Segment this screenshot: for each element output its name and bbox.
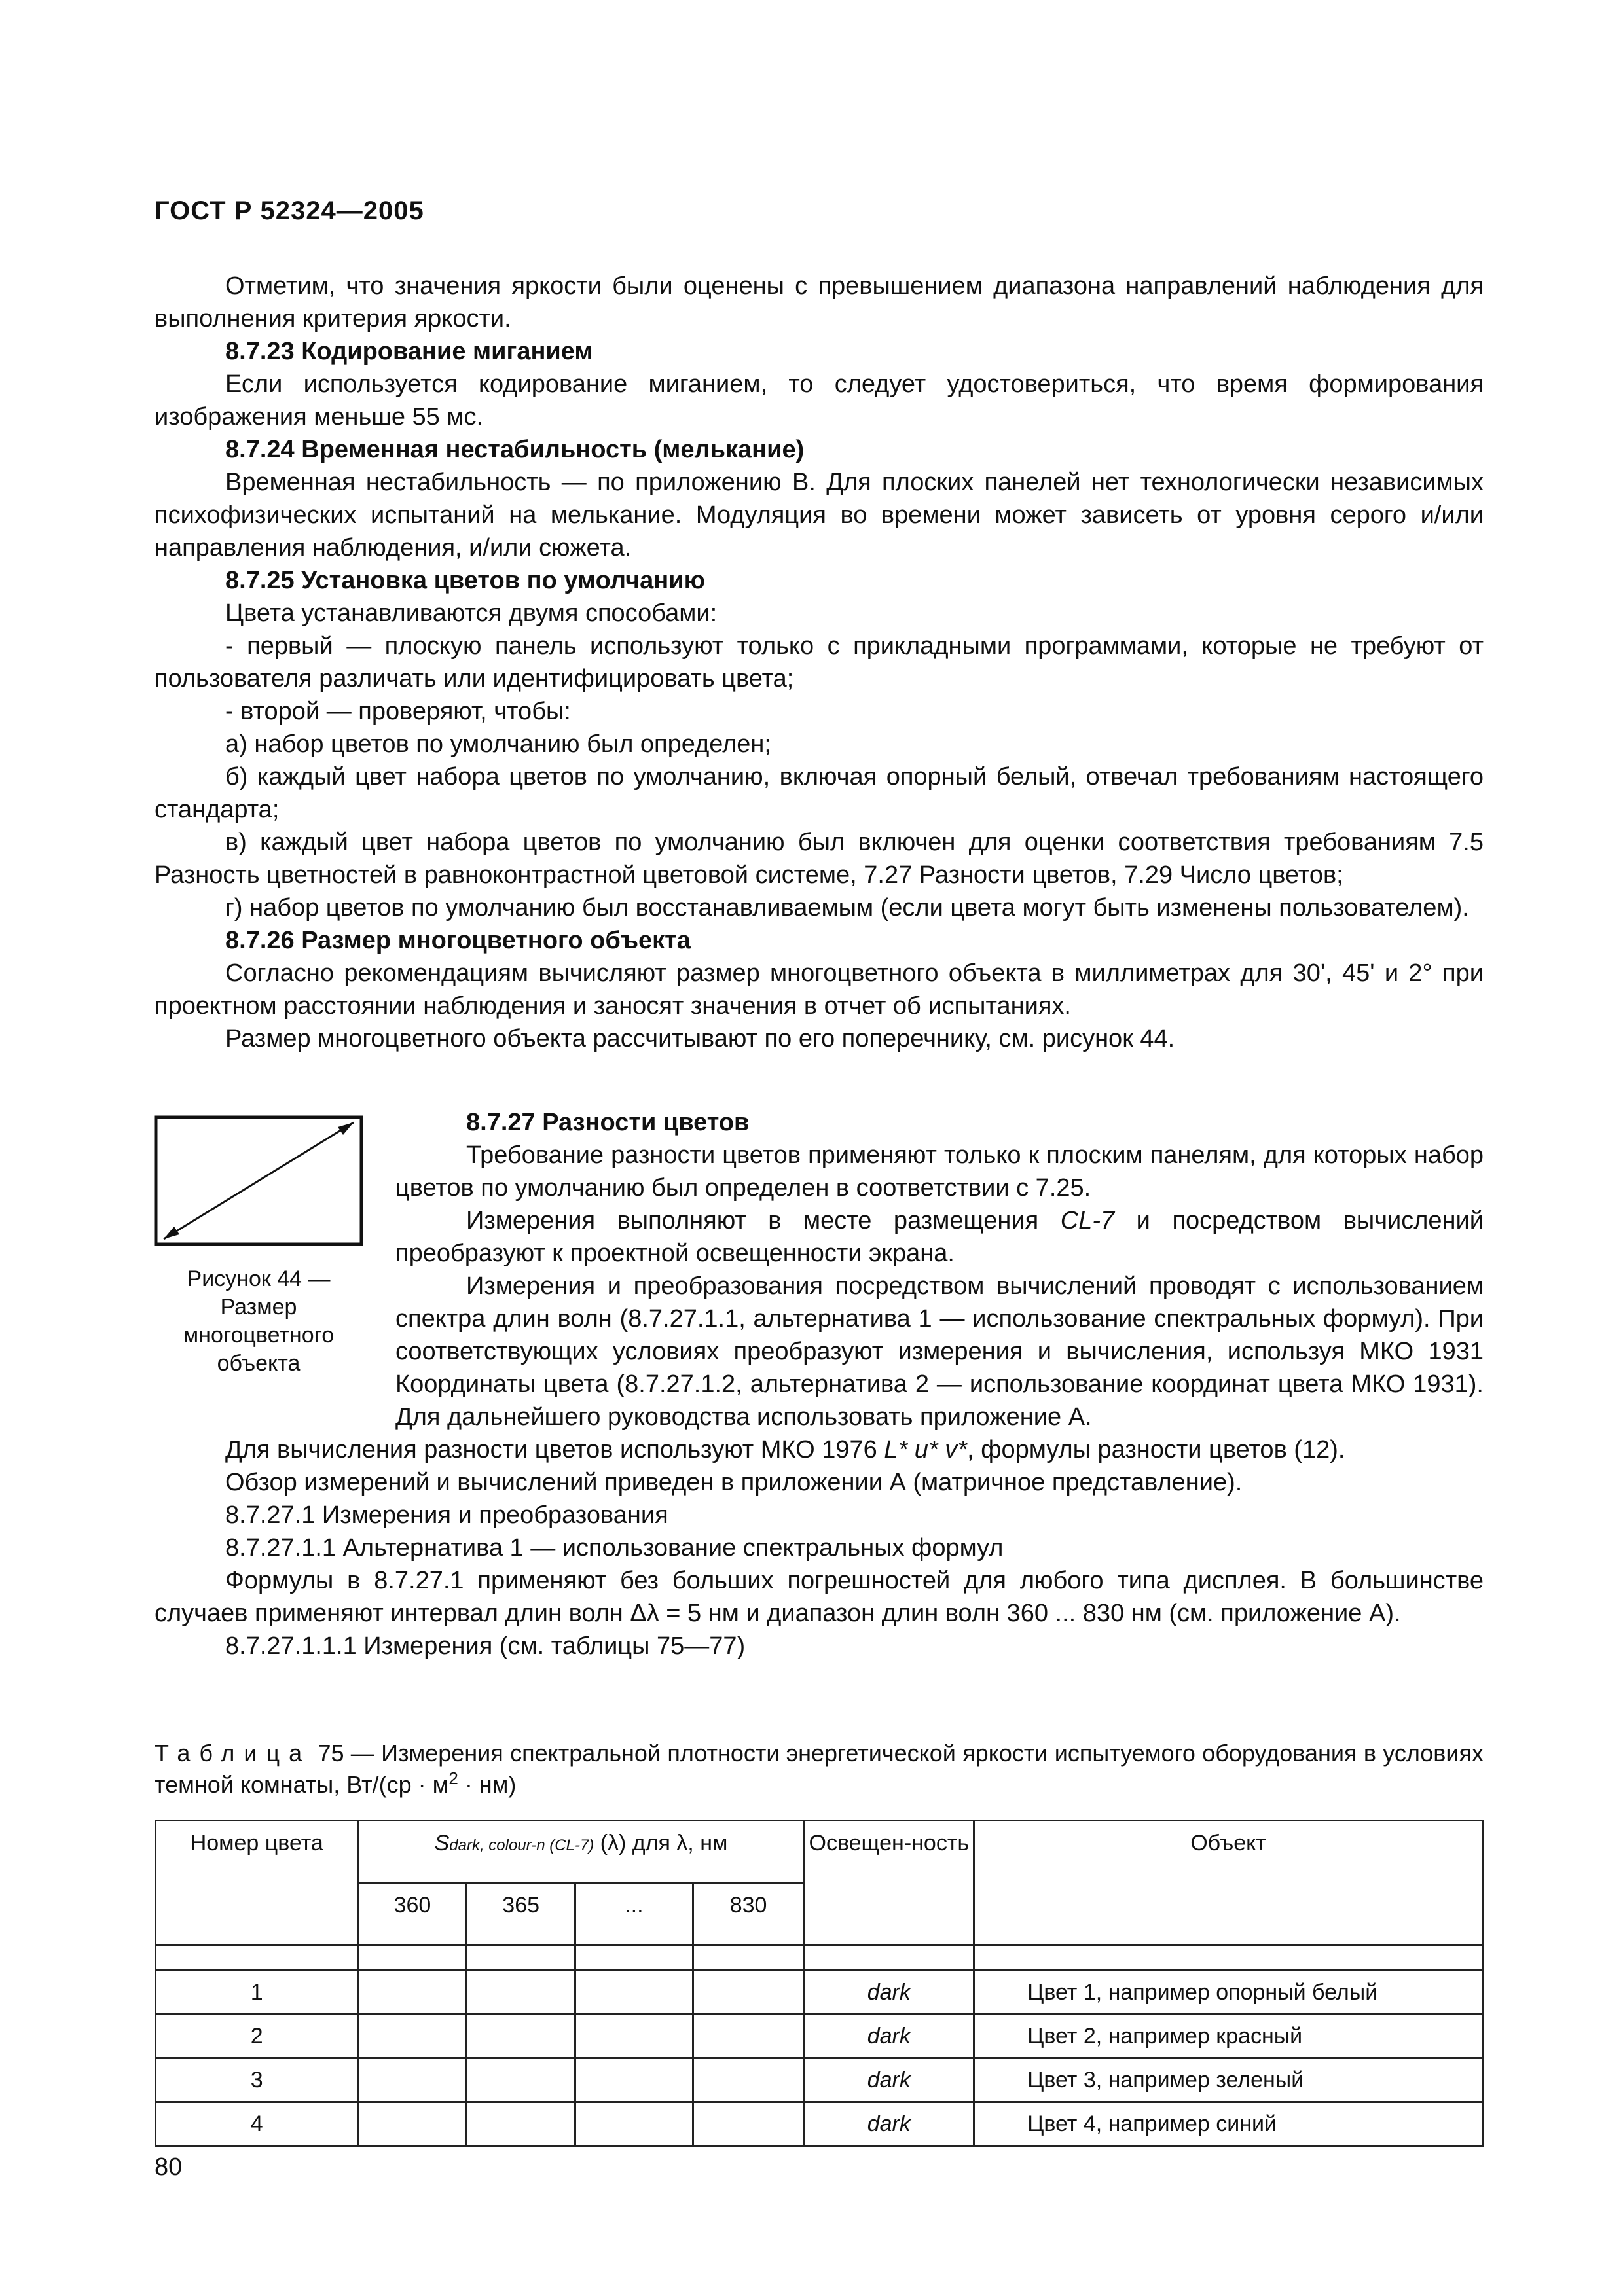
paragraph: Временная нестабильность — по приложению В. Для плоских панелей нет технологически независимых психофизических испытаний на мелькание. Модуляция во времени может зависеть от уровня серого и/или направления наблюдения, и/или сюжета. [155, 469, 1484, 562]
header-wavelength: 830 [693, 1883, 804, 1945]
paragraph [155, 1433, 1484, 1466]
cell-object: Цвет 3, например зеленый [974, 2058, 1483, 2102]
header-s-subscript: dark, colour-n (CL-7) [449, 1837, 594, 1854]
table-label: Таблица [155, 1740, 312, 1767]
paragraph: а) набор цветов по умолчанию был определен; [225, 730, 771, 758]
paragraph: Требование разности цветов применяют только к плоским панелям, для которых набор цветов по умолчанию был определен в соответствии с 7.25. [395, 1141, 1484, 1202]
paragraph: 8.7.27.1 Измерения и преобразования [225, 1501, 668, 1529]
cell-object: Цвет 1, например опорный белый [974, 1971, 1483, 2015]
header-color-number: Номер цвета [156, 1821, 359, 1945]
table-75 [155, 1820, 1484, 2147]
header-spectral-density [358, 1821, 804, 1883]
cell-object: Цвет 4, например синий [974, 2102, 1483, 2146]
paragraph: - первый — плоскую панель используют только с прикладными программами, которые не требуют от пользователя различать или идентифицировать цвета; [155, 632, 1484, 692]
paragraph: Размер многоцветного объекта рассчитывают по его поперечнику, см. рисунок 44. [225, 1025, 1175, 1052]
cell-number: 2 [156, 2015, 359, 2058]
section-heading: 8.7.24 Временная нестабильность (мелькание) [225, 436, 805, 463]
wrapped-text-block-2 [395, 1270, 1484, 1431]
section-heading: 8.7.26 Размер многоцветного объекта [225, 927, 691, 954]
caption-text: 75 — Измерения спектральной плотности энергетической яркости испытуемого оборудования в условиях темной комнаты, Вт/(ср · м [155, 1740, 1484, 1798]
cell-number: 3 [156, 2058, 359, 2102]
cell-number: 4 [156, 2102, 359, 2146]
table-row [156, 2015, 1483, 2058]
cell-number: 1 [156, 1971, 359, 2015]
paragraph: Цвета устанавливаются двумя способами: [225, 600, 718, 627]
paragraph: - второй — проверяют, чтобы: [225, 698, 571, 725]
paragraph: г) набор цветов по умолчанию был восстанавливаемым (если цвета могут быть изменены пользователем). [225, 894, 1469, 922]
table-row [156, 2058, 1483, 2102]
figure-caption: Рисунок 44 — Размер многоцветного объекта [183, 1266, 335, 1376]
cell-illuminance: dark [867, 2023, 911, 2049]
header-object: Объект [974, 1821, 1483, 1945]
section-heading: 8.7.27 Разности цветов [466, 1109, 750, 1136]
text-span: и посредством вычислений преобразуют к проектной освещенности экрана. [395, 1207, 1484, 1267]
arrowhead-top-right [338, 1122, 354, 1135]
caption-tail: · нм) [458, 1771, 517, 1798]
diagonal-line [164, 1122, 354, 1239]
header-wavelength: ... [575, 1883, 693, 1945]
paragraph: б) каждый цвет набора цветов по умолчанию, включая опорный белый, отвечал требованиям настоящего стандарта; [155, 763, 1484, 823]
continued-text-block [155, 1433, 1484, 1662]
italic-term: L* u* v* [884, 1436, 968, 1463]
arrowhead-bottom-left [164, 1227, 179, 1239]
cell-object: Цвет 2, например красный [974, 2015, 1483, 2058]
cell-illuminance: dark [867, 2111, 911, 2136]
text-span: Для вычисления разности цветов используют МКО 1976 [225, 1436, 884, 1463]
header-s-tail: (λ) для λ, нм [594, 1831, 728, 1856]
header-illuminance: Освещен-ность [804, 1821, 974, 1945]
paragraph: 8.7.27.1.1 Альтернатива 1 — использование спектральных формул [225, 1534, 1004, 1562]
multicolor-object-diagram [155, 1116, 363, 1246]
page-number: 80 [155, 2153, 183, 2181]
table-row [156, 2102, 1483, 2146]
text-span: Измерения и преобразования посредством вычислений проводят с использованием спектра длин волн (8.7.27.1.1, альтернатива 1 — использование спектральных формул). При соответствующих условиях преобразуют измерения и вычисления, используя МКО 1931 Координаты цвета (8.7.27.1.2, альтернатива 2 — использование координат цвета МКО 1931). Для дальнейшего руководства использовать приложение А. [395, 1272, 1484, 1431]
document-header: ГОСТ Р 52324—2005 [155, 196, 424, 225]
paragraph [395, 1270, 1484, 1431]
cell-illuminance: dark [867, 2067, 911, 2092]
section-heading: 8.7.23 Кодирование миганием [225, 338, 593, 365]
table-row [156, 1971, 1483, 2015]
paragraph: Формулы в 8.7.27.1 применяют без больших погрешностей для любого типа дисплея. В большинстве случаев применяют интервал длин волн Δλ = 5 нм и диапазон длин волн 360 ... 830 нм (см. приложение А). [155, 1567, 1484, 1627]
caption-superscript: 2 [448, 1768, 458, 1788]
wrapped-text-block [395, 1106, 1484, 1270]
italic-term: CL-7 [1060, 1207, 1115, 1234]
cell-illuminance: dark [867, 1979, 911, 2005]
paragraph: в) каждый цвет набора цветов по умолчанию был включен для оценки соответствия требованиям 7.5 Разность цветностей в равноконтрастной цветовой системе, 7.27 Разности цветов, 7.29 Число цветов; [155, 829, 1484, 889]
header-s: S [434, 1831, 450, 1856]
text-span: , формулы разности цветов (12). [967, 1436, 1345, 1463]
figure-44 [155, 1116, 363, 1378]
section-heading: 8.7.25 Установка цветов по умолчанию [225, 567, 706, 594]
paragraph: 8.7.27.1.1.1 Измерения (см. таблицы 75—77) [225, 1632, 746, 1660]
paragraph: Отметим, что значения яркости были оценены с превышением диапазона направлений наблюдения для выполнения критерия яркости. [155, 272, 1484, 332]
header-wavelength: 365 [467, 1883, 575, 1945]
paragraph: Если используется кодирование миганием, то следует удостовериться, что время формирования изображения меньше 55 мс. [155, 370, 1484, 431]
header-wavelength: 360 [358, 1883, 467, 1945]
paragraph [395, 1204, 1484, 1270]
paragraph: Обзор измерений и вычислений приведен в приложении А (матричное представление). [225, 1469, 1243, 1496]
paragraph: Согласно рекомендациям вычисляют размер многоцветного объекта в миллиметрах для 30', 45' и 2° при проектном расстоянии наблюдения и заносят значения в отчет об испытаниях. [155, 960, 1484, 1020]
main-text-block [155, 270, 1484, 1055]
text-span: Измерения выполняют в месте размещения [466, 1207, 1061, 1234]
table-caption [155, 1738, 1484, 1801]
